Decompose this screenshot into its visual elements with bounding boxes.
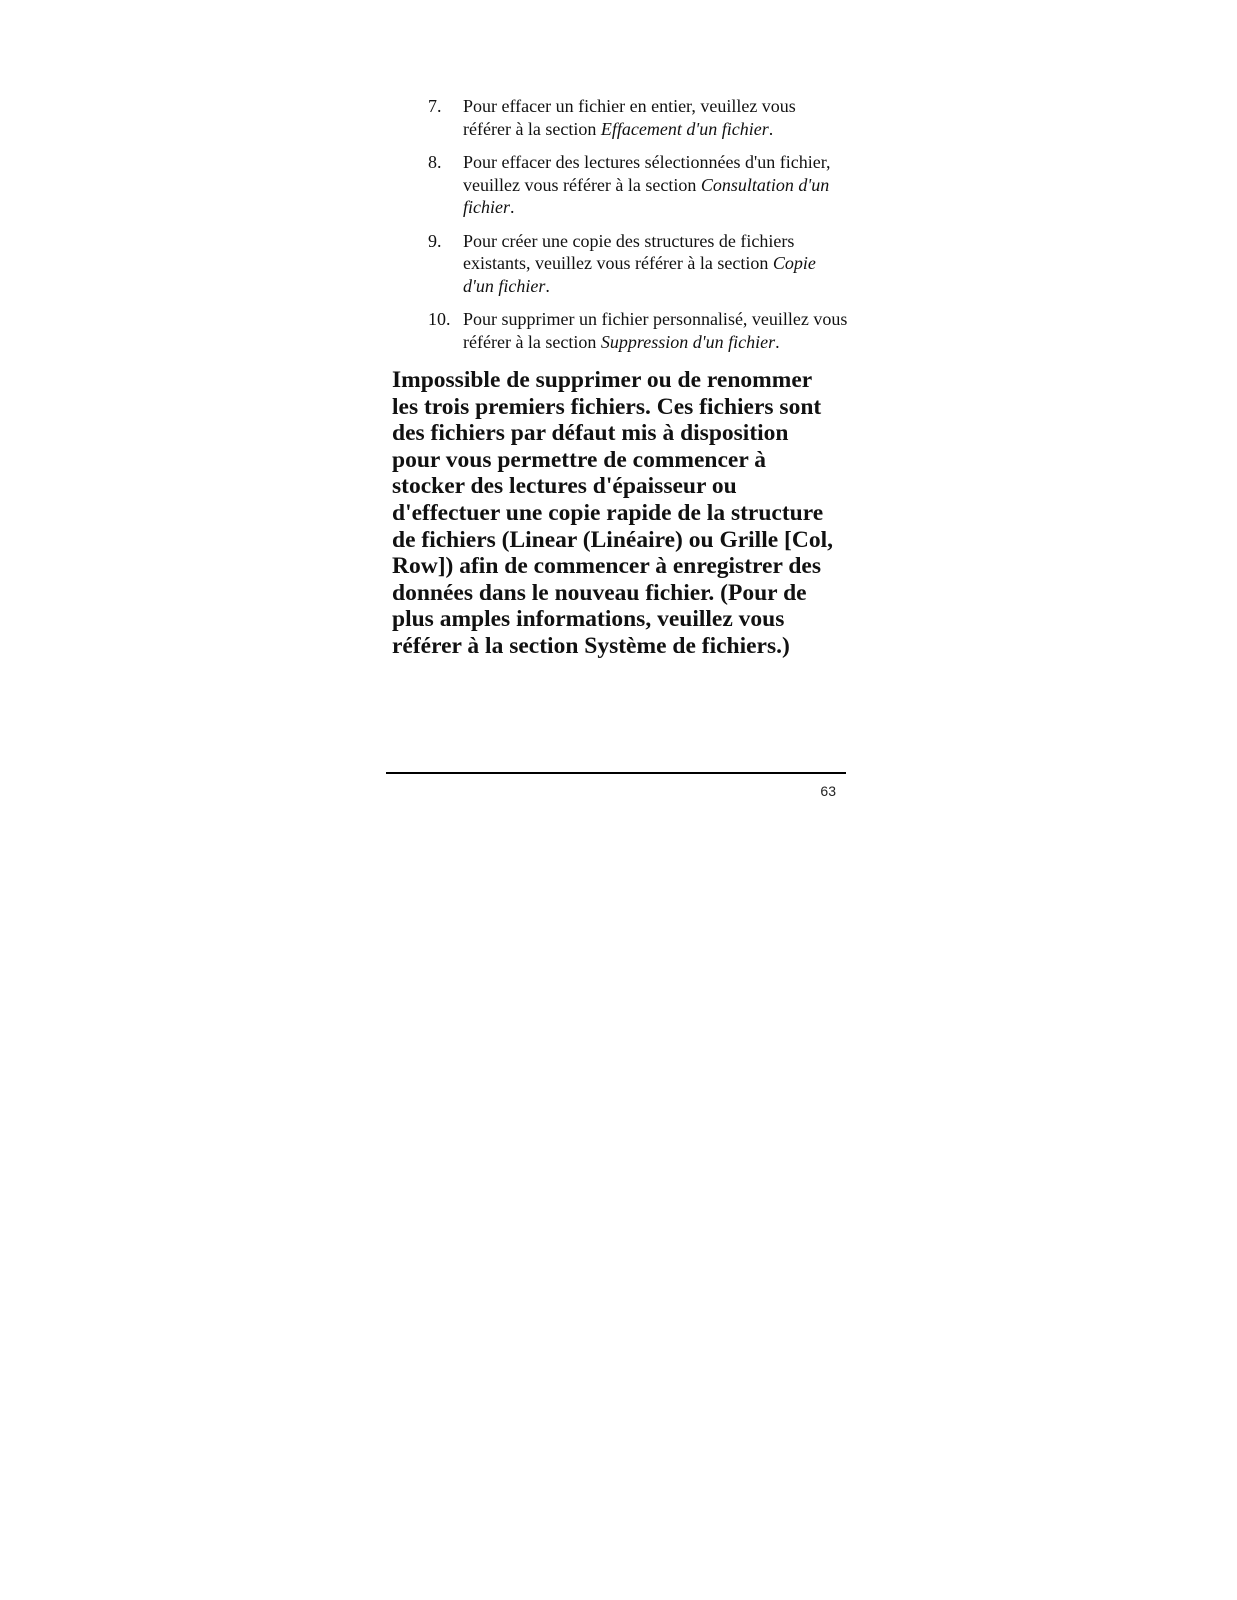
section-reference: Suppression d'un fichier xyxy=(600,331,776,352)
list-item-text xyxy=(463,151,848,219)
list-item xyxy=(428,95,848,140)
section-reference: Effacement d'un fichier xyxy=(600,118,769,139)
list-item-body: Pour effacer un fichier en entier, veuillez vous référer à la section xyxy=(463,96,796,139)
list-item-end: . xyxy=(768,118,774,139)
section-reference: Copie d'un fichier xyxy=(463,253,816,296)
list-item-text xyxy=(463,308,848,353)
list-item xyxy=(428,230,848,298)
list-item-body: Pour supprimer un fichier personnalisé, veuillez vous référer à la section xyxy=(463,309,848,352)
list-item xyxy=(428,308,848,353)
list-item-text xyxy=(463,95,848,140)
footer-divider xyxy=(386,772,846,774)
instruction-list xyxy=(428,95,848,364)
list-item-end: . xyxy=(510,197,515,217)
section-reference: Consultation d'un fichier xyxy=(463,174,830,217)
list-item-number: 10. xyxy=(428,309,451,329)
list-item-end: . xyxy=(775,331,780,352)
list-item-number: 9. xyxy=(428,230,442,251)
list-item-body: Pour effacer des lectures sélectionnées d'un fichier, veuillez vous référer à la section xyxy=(463,152,831,195)
list-item-number: 7. xyxy=(428,96,442,116)
bold-note: Impossible de supprimer ou de renommer les trois premiers fichiers. Ces fichiers sont des fichiers par défaut mis à disposition pour vous permettre de commencer à stocker des lectures d'épaisseur ou d'effectuer une copie rapide de la structure de fichiers (Linear (Linéaire) ou Grille [Col, Row]) afin de commencer à enregistrer des données dans le nouveau fichier. (Pour de plus amples informations, veuillez vous référer à la section Système de fichiers.) xyxy=(392,367,833,659)
list-item-text xyxy=(463,230,848,298)
page-number: 63 xyxy=(820,783,836,799)
list-item-end: . xyxy=(545,275,550,296)
list-item-number: 8. xyxy=(428,152,442,172)
list-item-body: Pour créer une copie des structures de fichiers existants, veuillez vous référer à la section xyxy=(463,230,795,273)
list-item xyxy=(428,151,848,219)
